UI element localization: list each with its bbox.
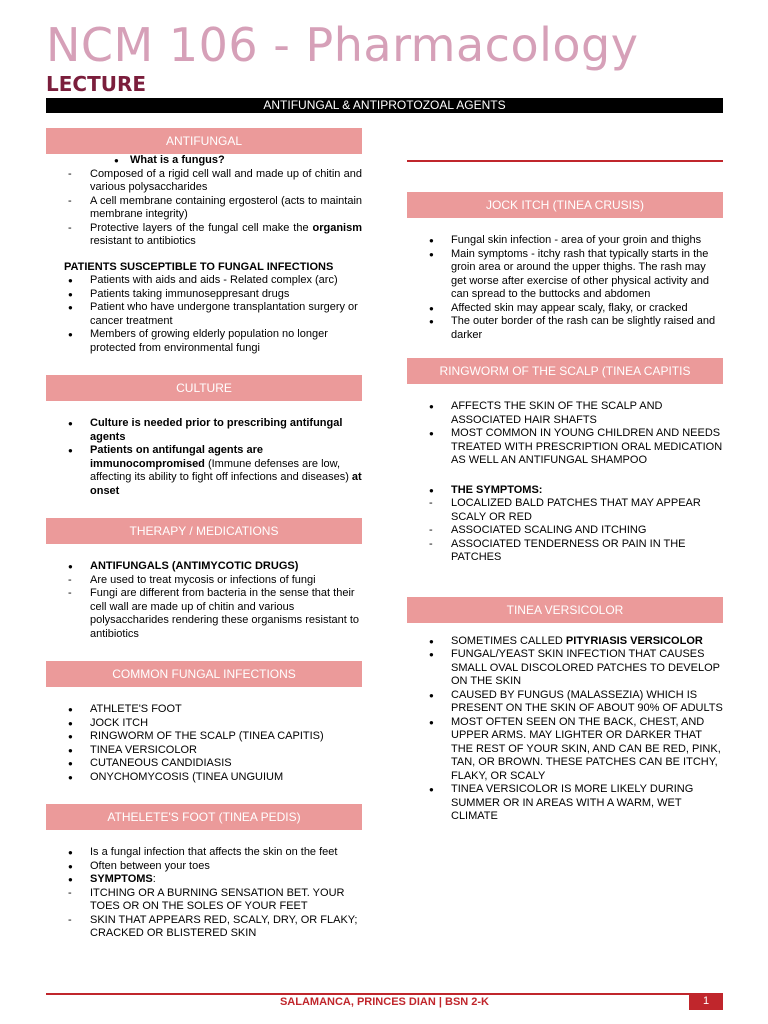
versicolor-list xyxy=(407,635,723,824)
list-item: ● What is a fungus? xyxy=(46,154,362,168)
text-span: (Immune defenses are low, affecting its ability to fight off infections and diseases) xyxy=(90,457,352,483)
list-item: ● Patients with aids and aids - Related complex (arc) xyxy=(46,274,362,288)
list-item xyxy=(46,417,362,444)
section-culture xyxy=(46,375,362,498)
list-item: - A cell membrane containing ergosterol (acts to maintain membrane integrity) xyxy=(46,195,362,222)
list-item: ● AFFECTS THE SKIN OF THE SCALP AND ASSOCIATED HAIR SHAFTS xyxy=(407,400,723,427)
bold-text: PITYRIASIS VERSICOLOR xyxy=(565,634,703,647)
section-ringworm xyxy=(407,358,723,565)
list-item xyxy=(46,873,362,887)
section-header-culture: CULTURE xyxy=(46,375,362,401)
list-item: - SKIN THAT APPEARS RED, SCALY, DRY, OR FLAKY; CRACKED OR BLISTERED SKIN xyxy=(46,914,362,941)
jock-list xyxy=(407,234,723,342)
list-item: ● Is a fungal infection that affects the skin on the feet xyxy=(46,846,362,860)
bold-text: SYMPTOMS xyxy=(90,873,153,885)
text-span: : xyxy=(152,873,156,885)
list-item xyxy=(46,222,362,249)
list-item: ● Members of growing elderly population no longer protected from environmental fungi xyxy=(46,328,362,355)
bold-text: THE SYMPTOMS: xyxy=(451,483,543,496)
list-item: - Composed of a rigid cell wall and made up of chitin and various polysaccharides xyxy=(46,168,362,195)
document-subtitle: LECTURE xyxy=(46,72,147,96)
section-athletes-foot xyxy=(46,804,362,941)
divider-line xyxy=(407,160,723,162)
culture-list xyxy=(46,417,362,498)
section-header-ringworm: RINGWORM OF THE SCALP (TINEA CAPITIS xyxy=(407,358,723,384)
list-item: ● Affected skin may appear scaly, flaky, or cracked xyxy=(407,302,723,316)
list-item: ● Main symptoms - itchy rash that typically starts in the groin area or around the upper thighs. The rash may get worse after exercise of other physical activity and can spread to the buttocks and abdomen xyxy=(407,248,723,302)
list-item: ● Often between your toes xyxy=(46,860,362,874)
susceptible-heading: PATIENTS SUSCEPTIBLE TO FUNGAL INFECTIONS xyxy=(64,260,334,273)
athlete-list xyxy=(46,846,362,941)
list-item xyxy=(407,635,723,649)
section-tinea-versicolor xyxy=(407,597,723,824)
footer-divider xyxy=(46,993,723,995)
bold-text: at onset xyxy=(90,471,362,497)
list-item: ● ATHLETE'S FOOT xyxy=(46,703,362,717)
list-item: ● CUTANEOUS CANDIDIASIS xyxy=(46,757,362,771)
section-header-antifungal: ANTIFUNGAL xyxy=(46,128,362,154)
list-item: ● ONYCHOMYCOSIS (TINEA UNGUIUM xyxy=(46,771,362,785)
section-header-jock: JOCK ITCH (TINEA CRUSIS) xyxy=(407,192,723,218)
topic-bar: ANTIFUNGAL & ANTIPROTOZOAL AGENTS xyxy=(46,98,723,113)
list-item: ● CAUSED BY FUNGUS (MALASSEZIA) WHICH IS PRESENT ON THE SKIN OF ABOUT 90% OF ADULTS xyxy=(407,689,723,716)
list-item: ● FUNGAL/YEAST SKIN INFECTION THAT CAUSES SMALL OVAL DISCOLORED PATCHES TO DEVELOP ON THE SKIN xyxy=(407,648,723,689)
list-item: ● TINEA VERSICOLOR xyxy=(46,744,362,758)
section-therapy xyxy=(46,518,362,641)
list-item: ● JOCK ITCH xyxy=(46,717,362,731)
left-column xyxy=(46,128,362,941)
footer-author: SALAMANCA, PRINCES DIAN | BSN 2-K xyxy=(279,996,490,1008)
list-item: - ASSOCIATED SCALING AND ITCHING xyxy=(407,524,723,538)
list-item: ● RINGWORM OF THE SCALP (TINEA CAPITIS) xyxy=(46,730,362,744)
section-header-versicolor: TINEA VERSICOLOR xyxy=(407,597,723,623)
list-item: ● Fungal skin infection - area of your groin and thighs xyxy=(407,234,723,248)
common-list xyxy=(46,703,362,784)
list-item: ● Patient who have undergone transplantation surgery or cancer treatment xyxy=(46,301,362,328)
list-item: - ASSOCIATED TENDERNESS OR PAIN IN THE PATCHES xyxy=(407,538,723,565)
list-item: - Are used to treat mycosis or infections of fungi xyxy=(46,574,362,588)
list-item: ● MOST OFTEN SEEN ON THE BACK, CHEST, AND UPPER ARMS. MAY LIGHTER OR DARKER THAT THE REST OF YOUR SKIN, AND CAN BE RED, PINK, TAN, OR BROWN. THESE PATCHES CAN BE ITCHY, FLAKY, OR SCALY xyxy=(407,716,723,784)
list-item: ● MOST COMMON IN YOUNG CHILDREN AND NEEDS TREATED WITH PRESCRIPTION ORAL MEDICATION AS WELL AN ANTIFUNGAL SHAMPOO xyxy=(407,427,723,468)
susceptible-list xyxy=(46,274,362,355)
bold-text: Patients on antifungal agents are immunocompromised xyxy=(90,444,263,470)
list-item xyxy=(46,560,362,574)
list-item: ● The outer border of the rash can be slightly raised and darker xyxy=(407,315,723,342)
list-item: - Fungi are different from bacteria in the sense that their cell wall are made up of chitin and various polysaccharides rendering these organisms resistant to antibiotics xyxy=(46,587,362,641)
ringworm-symptoms-list xyxy=(407,484,723,565)
bold-text: organism xyxy=(312,221,362,234)
page-number: 1 xyxy=(689,993,723,1010)
section-jock-itch xyxy=(407,192,723,342)
list-item: - ITCHING OR A BURNING SENSATION BET. YOUR TOES OR ON THE SOLES OF YOUR FEET xyxy=(46,887,362,914)
section-antifungal xyxy=(46,128,362,355)
section-header-therapy: THERAPY / MEDICATIONS xyxy=(46,518,362,544)
antifungal-list xyxy=(46,154,362,249)
list-item xyxy=(407,484,723,498)
right-column xyxy=(407,160,723,824)
text-span: Protective layers of the fungal cell make the xyxy=(90,221,313,234)
bold-text: Culture is needed prior to prescribing antifungal agents xyxy=(90,417,343,443)
therapy-list xyxy=(46,560,362,641)
text-span: resistant to antibiotics xyxy=(90,235,196,247)
list-item: ● TINEA VERSICOLOR IS MORE LIKELY DURING SUMMER OR IN AREAS WITH A WARM, WET CLIMATE xyxy=(407,783,723,824)
section-header-athlete: ATHELETE'S FOOT (TINEA PEDIS) xyxy=(46,804,362,830)
section-header-common: COMMON FUNGAL INFECTIONS xyxy=(46,661,362,687)
bold-text: ANTIFUNGALS (ANTIMYCOTIC DRUGS) xyxy=(90,560,299,572)
section-common-infections xyxy=(46,661,362,784)
ringworm-list xyxy=(407,400,723,468)
list-item xyxy=(46,444,362,498)
list-item: - LOCALIZED BALD PATCHES THAT MAY APPEAR SCALY OR RED xyxy=(407,497,723,524)
text-span: SOMETIMES CALLED xyxy=(451,634,566,647)
list-item: ● Patients taking immunoseppresant drugs xyxy=(46,288,362,302)
document-title: NCM 106 - Pharmacology xyxy=(46,18,639,72)
